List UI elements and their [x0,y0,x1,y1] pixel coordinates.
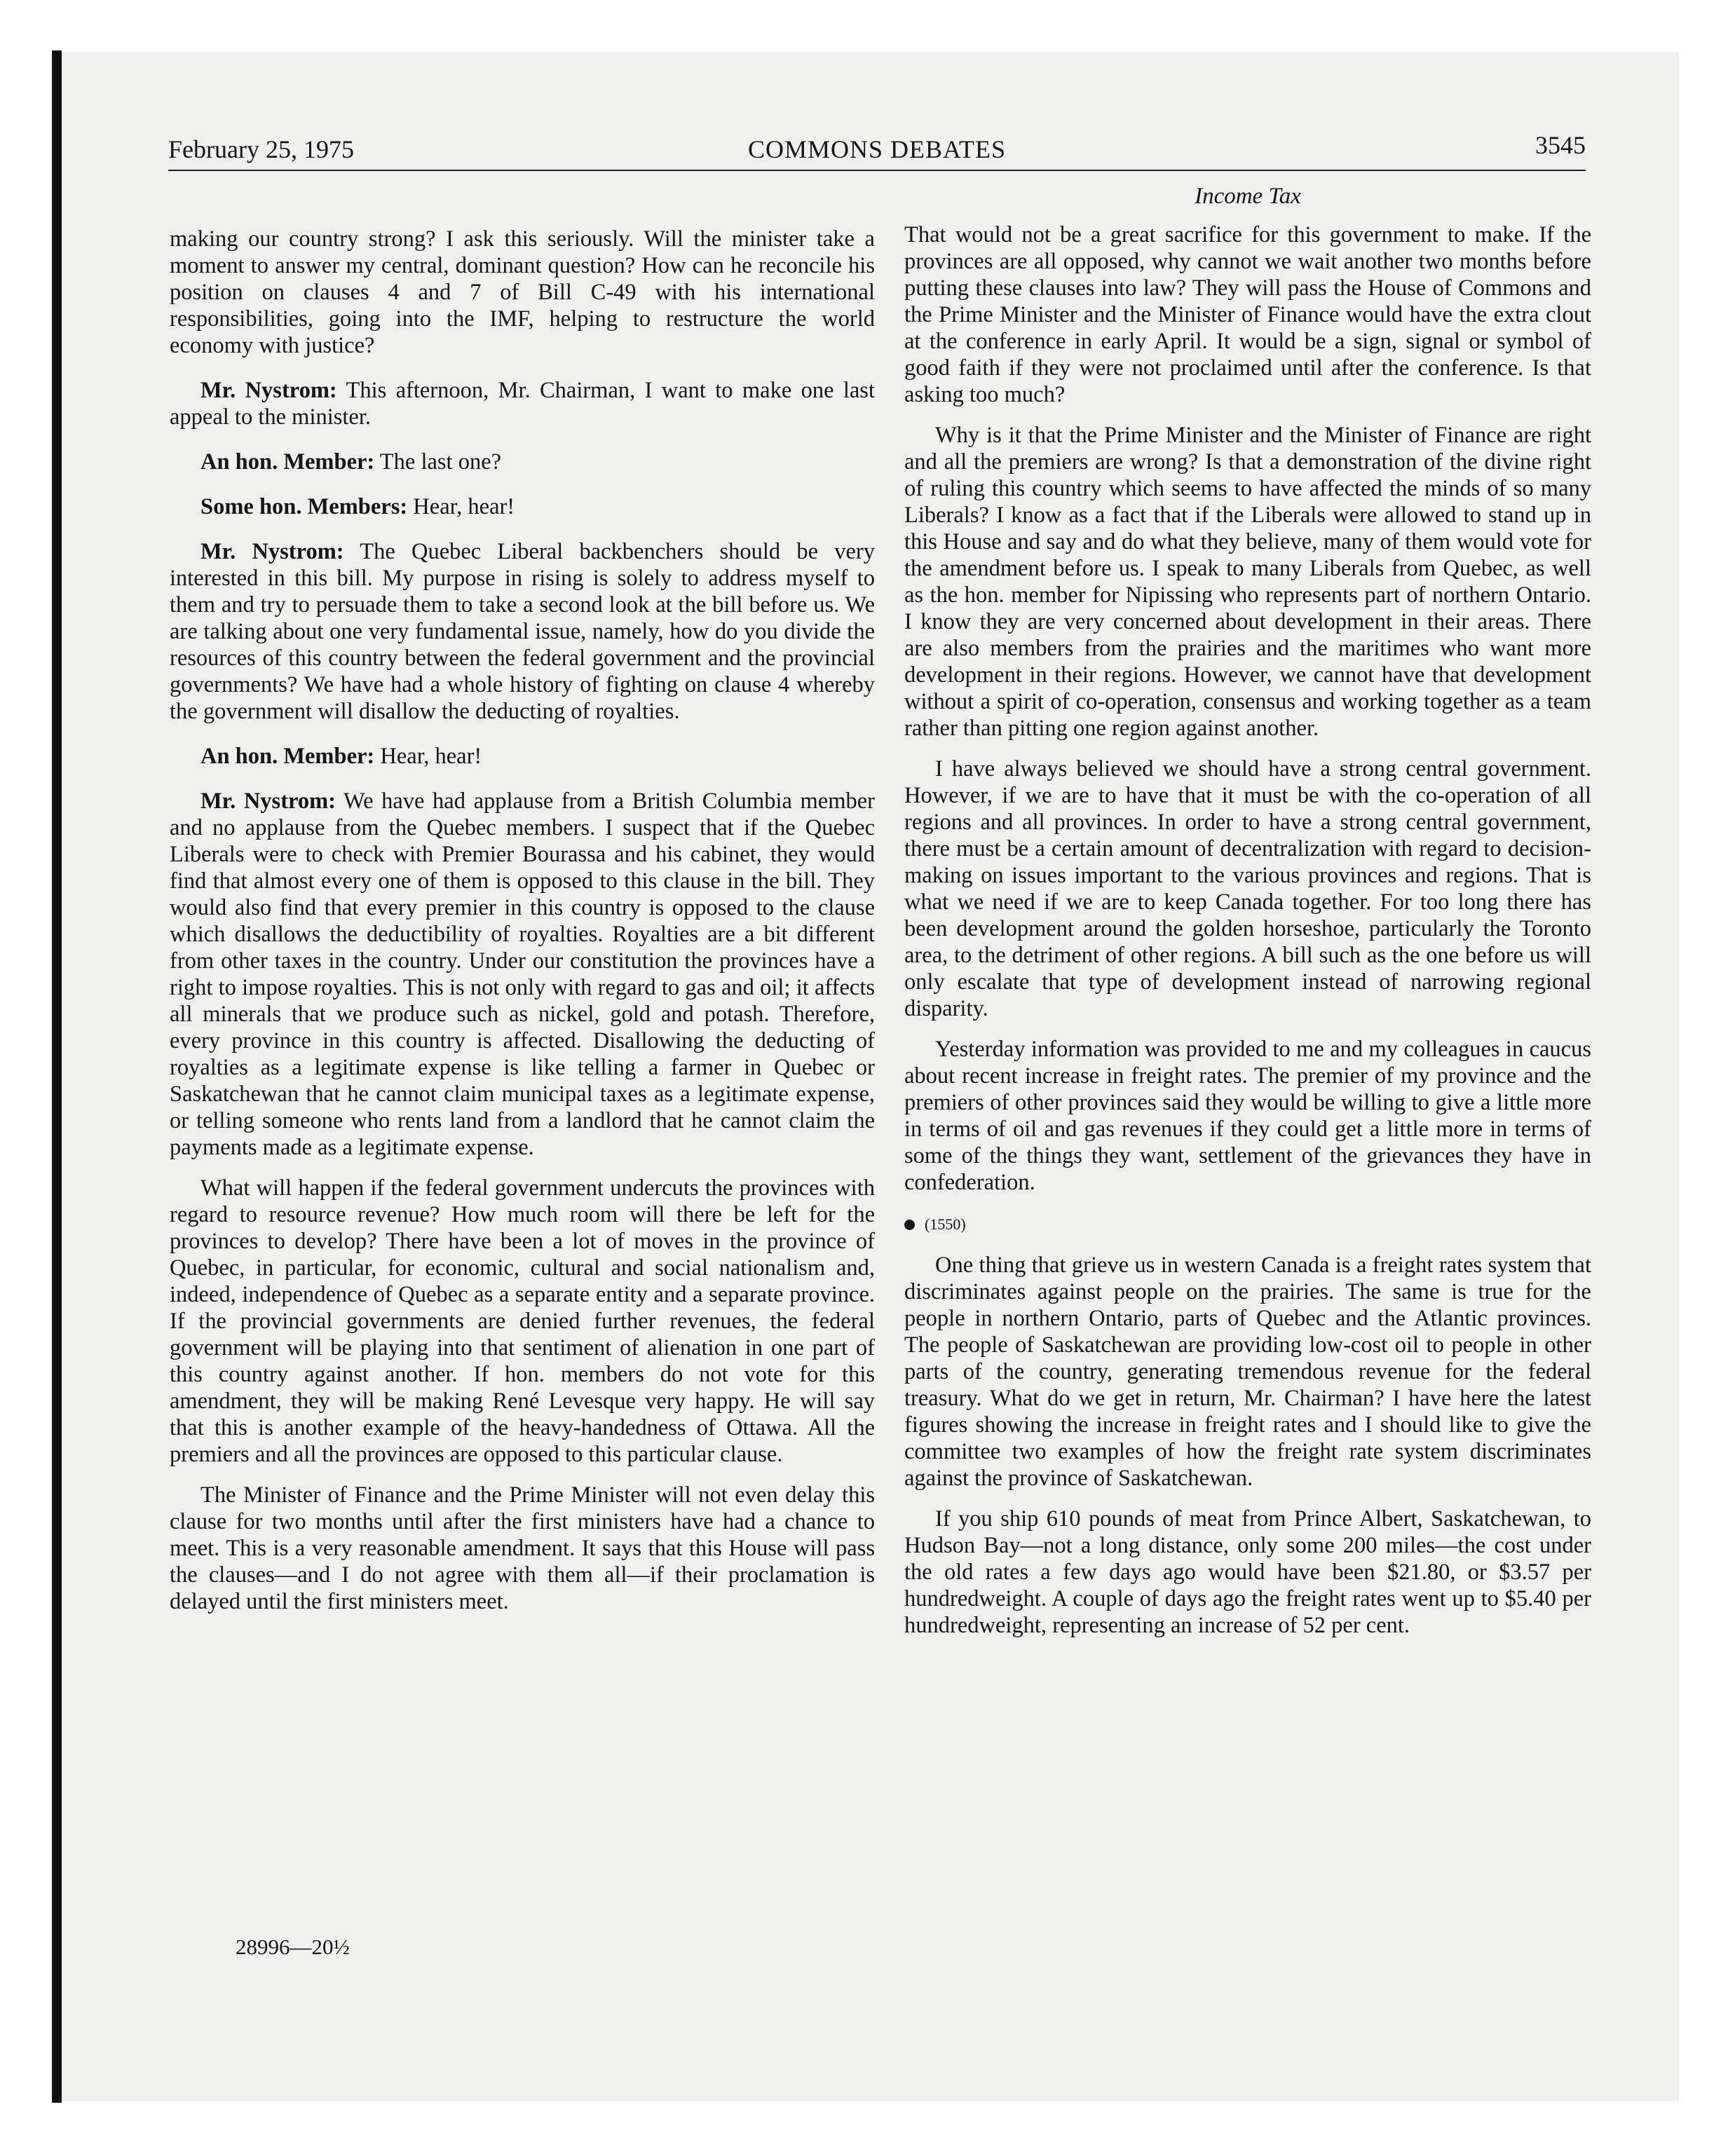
speech-paragraph [170,377,875,430]
speech-paragraph [170,743,875,770]
speaker-name: Mr. Nystrom: [200,378,337,403]
paragraph: Yesterday information was provided to me and my colleagues in caucus about recent increase in freight rates. The premier of my province and the premiers of other provinces said they would be willing to give a little more in terms of oil and gas revenues if they could get a little more in terms of some of the things they want, settlement of the grievances they have in confederation. [904,1037,1591,1195]
speech-text: This afternoon, Mr. Chairman, I want to make one last appeal to the minister. [170,378,875,430]
paragraph: One thing that grieve us in western Canada is a freight rates system that discriminates against people on the prairies. The same is true for the people in northern Ontario, parts of Quebec and the Atlantic provinces. The people of Saskatchewan are providing low-cost oil to people in other parts of the country, generating tremendous revenue for the federal treasury. What do we get in return, Mr. Chairman? I have here the latest figures showing the increase in freight rates and I should like to give the committee two examples of how the freight rate system discriminates against the province of Saskatchewan. [904,1253,1591,1491]
paragraph: The Minister of Finance and the Prime Minister will not even delay this clause for two months until after the first ministers have had a chance to meet. This is a very reasonable amendment. It says that this House will pass the clauses—and I do not agree with them all—if their proclamation is delayed until the first ministers meet. [170,1482,875,1614]
speech-paragraph [170,788,875,1161]
time-marker-text: (1550) [925,1215,966,1233]
section-title: Income Tax [1195,184,1301,209]
time-marker [904,1214,1591,1235]
header-date: February 25, 1975 [168,135,354,163]
speech-text: The last one? [374,449,502,475]
header-page-number: 3545 [1535,131,1586,159]
left-column [170,226,875,1615]
paragraph: What will happen if the federal government undercuts the provinces with regard to resource revenue? How much room will there be left for the provinces to develop? There have been a lot of moves in the province of Quebec, in particular, for economic, cultural and social nationalism and, indeed, independence of Quebec as a separate entity and a separate province. If the provincial governments are denied further revenues, the federal government will be playing into that sentiment of alienation in one part of this country against another. If hon. members do not vote for this amendment, they will be making René Levesque very happy. He will say that this is another example of the heavy-handedness of Ottawa. All the premiers and all the provinces are opposed to this particular clause. [170,1175,875,1467]
scan-border [52,50,62,2103]
paragraph: I have always believed we should have a strong central government. However, if we are to have that it must be with the co-operation of all regions and all provinces. In order to have a strong central government, there must be a certain amount of decentralization with regard to decision-making on issues important to the various provinces and regions. That is what we need if we are to keep Canada together. For too long there has been development around the golden horseshoe, particularly the Toronto area, to the detriment of other regions. A bill such as the one before us will only escalate that type of development instead of narrowing regional disparity. [904,756,1591,1021]
bullet-icon [904,1220,915,1230]
speaker-name: Some hon. Members: [200,494,408,519]
speaker-name: Mr. Nystrom: [200,789,336,814]
paragraph: If you ship 610 pounds of meat from Prince Albert, Saskatchewan, to Hudson Bay—not a long distance, only some 200 miles—the cost under the old rates a few days ago would have been $21.80, or $3.57 per hundredweight. A couple of days ago the freight rates went up to $5.40 per hundredweight, representing an increase of 52 per cent. [904,1506,1591,1638]
footer-code: 28996—20½ [236,1935,350,1959]
speech-paragraph [170,449,875,475]
speech-text: We have had applause from a British Columbia member and no applause from the Quebec members. I suspect that if the Quebec Liberals were to check with Premier Bourassa and his cabinet, they would find that almost every one of them is opposed to this clause in the bill. They would also find that every premier in this country is opposed to the clause which disallows the deductibility of royalties. Royalties are a bit different from other taxes in the country. Under our constitution the provinces have a right to impose royalties. This is not only with regard to gas and oil; it affects all minerals that we produce such as nickel, gold and potash. Therefore, every province in this country is affected. Disallowing the deducting of royalties as a legitimate expense is like telling a farmer in Quebec or Saskatchewan that he cannot claim municipal taxes as a legitimate expense, or telling someone who rents land from a landlord that he cannot claim the payments made as a legitimate expense. [170,789,875,1160]
paragraph: That would not be a great sacrifice for this government to make. If the provinces are all opposed, why cannot we wait another two months before putting these clauses into law? They will pass the House of Commons and the Prime Minister and the Minister of Finance would have the extra clout at the conference in early April. It would be a sign, signal or symbol of good faith if they were not proclaimed until after the conference. Is that asking too much? [904,222,1591,407]
speech-paragraph [170,538,875,725]
speech-text: Hear, hear! [407,494,515,519]
speaker-name: An hon. Member: [200,744,375,769]
paragraph: making our country strong? I ask this seriously. Will the minister take a moment to answer my central, dominant question? How can he reconcile his position on clauses 4 and 7 of Bill C-49 with his international responsibilities, going into the IMF, helping to restructure the world economy with justice? [170,226,875,358]
right-column [904,221,1591,1639]
speech-paragraph [170,493,875,520]
speech-text: The Quebec Liberal backbenchers should be very interested in this bill. My purpose in rising is solely to address myself to them and try to persuade them to take a second look at the bill before us. We are talking about one very fundamental issue, namely, how do you divide the resources of this country between the federal government and the provincial governments? We have had a whole history of fighting on clause 4 whereby the government will disallow the deducting of royalties. [170,539,875,724]
page-header [168,130,1586,171]
paragraph: Why is it that the Prime Minister and the Minister of Finance are right and all the premiers are wrong? Is that a demonstration of the divine right of ruling this country which seems to have affected the minds of so many Liberals? I know as a fact that if the Liberals were allowed to stand up in this House and say and do what they believe, many of them would vote for the amendment before us. I speak to many Liberals from Quebec, as well as the hon. member for Nipissing who represents part of northern Ontario. I know they are very concerned about development in their areas. There are also members from the prairies and the maritimes who want more development in their regions. However, we cannot have that development without a spirit of co-operation, consensus and working together as a team rather than pitting one region against another. [904,423,1591,741]
header-title: COMMONS DEBATES [747,135,1007,163]
speech-text: Hear, hear! [374,744,482,769]
speaker-name: Mr. Nystrom: [200,539,344,564]
speaker-name: An hon. Member: [200,449,375,475]
